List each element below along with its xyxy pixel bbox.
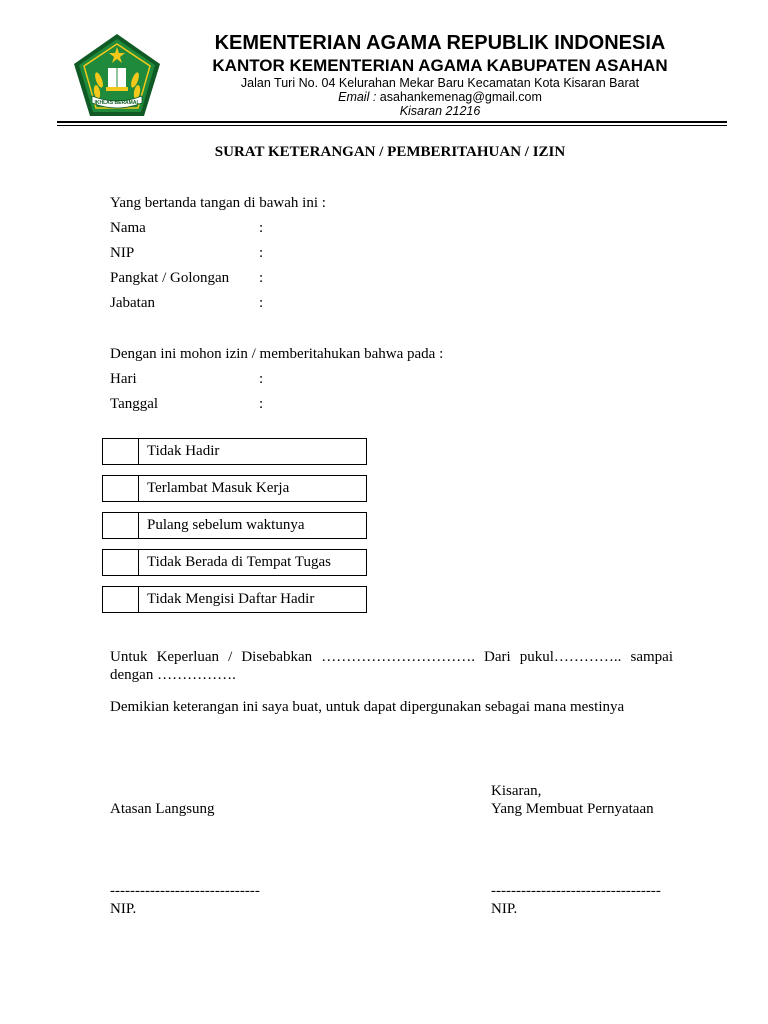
option-checkbox-tidak-di-tempat[interactable]	[103, 550, 139, 575]
field-colon-nip: :	[259, 245, 264, 261]
field-colon-jabatan: :	[259, 295, 264, 311]
office-email	[140, 90, 740, 104]
option-row-pulang-awal	[102, 512, 367, 539]
field-label-nip: NIP	[110, 245, 135, 261]
logo-motto: IKHLAS BERAMAL	[94, 100, 140, 106]
closing-statement: Demikian keterangan ini saya buat, untuk dapat dipergunakan sebagai mana mestinya	[110, 699, 625, 715]
option-row-daftar-hadir	[102, 586, 367, 613]
option-label-tidak-di-tempat: Tidak Berada di Tempat Tugas	[147, 554, 331, 570]
option-checkbox-daftar-hadir[interactable]	[103, 587, 139, 612]
field-colon-nama: :	[259, 220, 264, 236]
field-label-hari: Hari	[110, 371, 137, 387]
option-label-pulang-awal: Pulang sebelum waktunya	[147, 517, 305, 533]
option-row-terlambat	[102, 475, 367, 502]
declarant-signature-line: ----------------------------------	[491, 883, 661, 899]
option-checkbox-tidak-hadir[interactable]	[103, 439, 139, 464]
field-colon-tanggal: :	[259, 396, 264, 412]
supervisor-signature-line: ------------------------------	[110, 883, 260, 899]
purpose-line-1	[110, 648, 673, 666]
option-label-tidak-hadir: Tidak Hadir	[147, 443, 220, 459]
option-label-daftar-hadir: Tidak Mengisi Daftar Hadir	[147, 591, 315, 607]
option-checkbox-terlambat[interactable]	[103, 476, 139, 501]
office-city: Kisaran 21216	[399, 104, 481, 118]
letterhead-rule-thick	[57, 121, 727, 123]
purpose-until: sampai	[630, 649, 674, 665]
field-label-tanggal: Tanggal	[110, 396, 159, 412]
field-colon-pangkat: :	[259, 270, 264, 286]
request-intro: Dengan ini mohon izin / memberitahukan bahwa pada :	[110, 346, 444, 362]
ministry-name: KEMENTERIAN AGAMA REPUBLIK INDONESIA	[214, 32, 666, 54]
supervisor-nip: NIP.	[110, 901, 137, 917]
email-value: asahankemenag@gmail.com	[376, 90, 542, 104]
field-label-jabatan: Jabatan	[110, 295, 155, 311]
field-colon-hari: :	[259, 371, 264, 387]
signature-city: Kisaran,	[491, 783, 542, 799]
signer-intro: Yang bertanda tangan di bawah ini :	[110, 195, 326, 211]
supervisor-title: Atasan Langsung	[110, 801, 215, 817]
field-label-pangkat: Pangkat / Golongan	[110, 270, 230, 286]
field-label-nama: Nama	[110, 220, 146, 236]
letterhead-rule-thin	[57, 125, 727, 126]
office-name: KANTOR KEMENTERIAN AGAMA KABUPATEN ASAHAN	[212, 56, 668, 75]
option-checkbox-pulang-awal[interactable]	[103, 513, 139, 538]
purpose-from-time: Dari pukul…………..	[484, 649, 622, 665]
office-address: Jalan Turi No. 04 Kelurahan Mekar Baru Kecamatan Kota Kisaran Barat	[240, 76, 640, 90]
option-label-terlambat: Terlambat Masuk Kerja	[147, 480, 290, 496]
document-title: SURAT KETERANGAN / PEMBERITAHUAN / IZIN	[214, 144, 566, 160]
declarant-nip: NIP.	[491, 901, 518, 917]
purpose-line-2: dengan …………….	[110, 667, 236, 683]
option-row-tidak-di-tempat	[102, 549, 367, 576]
option-row-tidak-hadir	[102, 438, 367, 465]
declarant-title: Yang Membuat Pernyataan	[491, 801, 654, 817]
email-label: Email :	[338, 90, 377, 104]
purpose-reason: Untuk Keperluan / Disebabkan ………………………….	[110, 649, 475, 665]
